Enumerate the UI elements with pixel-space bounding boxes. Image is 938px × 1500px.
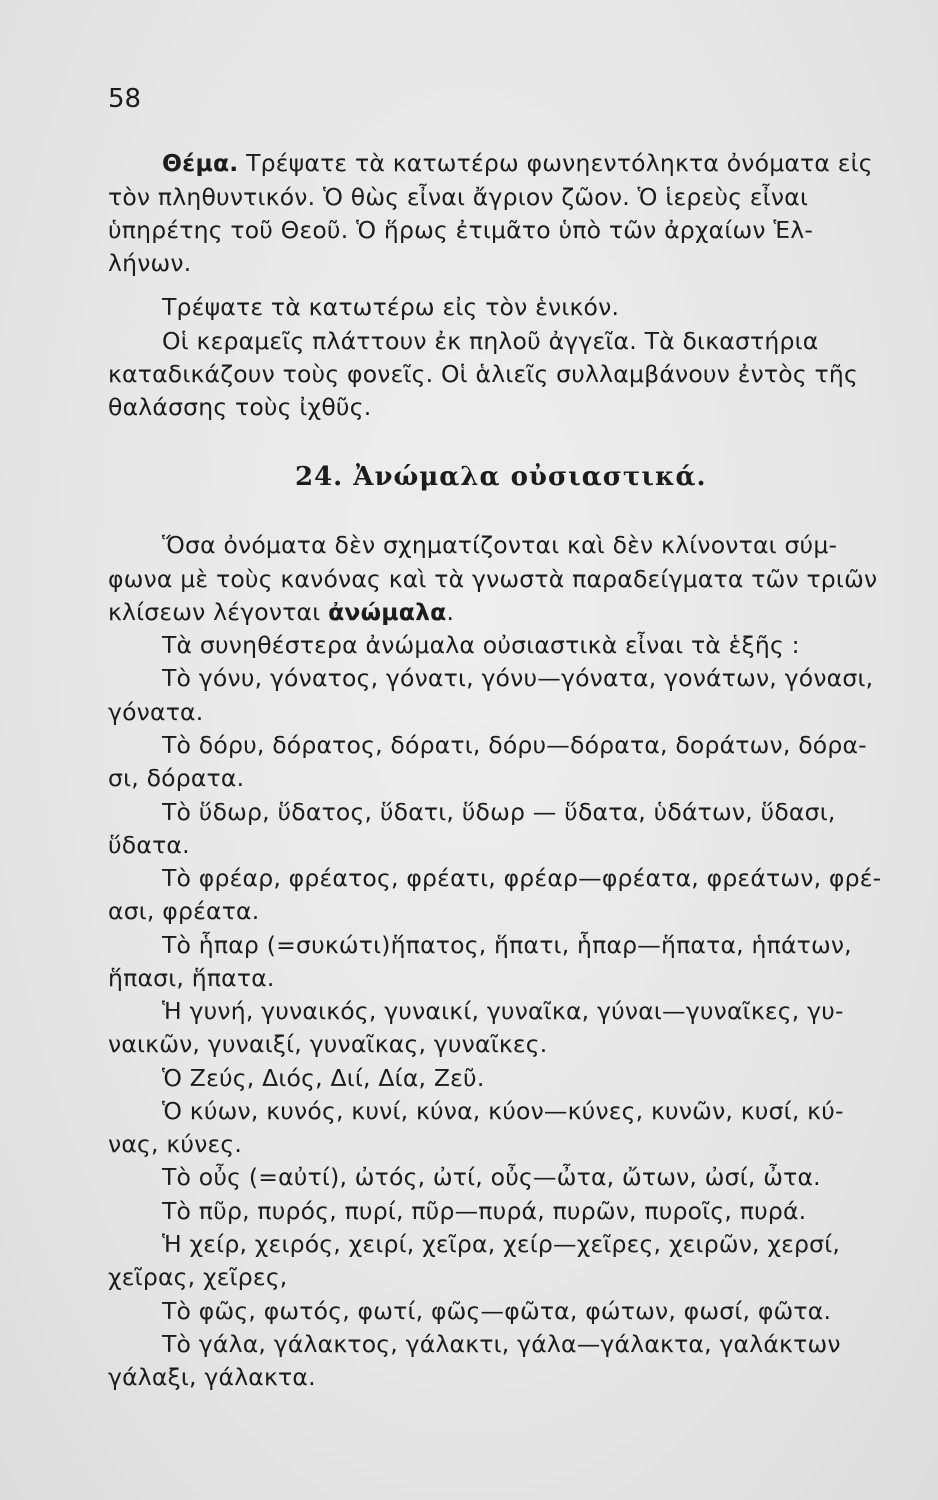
text-line: Τὸ ἧπαρ (=συκώτι)ἥπατος, ἥπατι, ἧπαρ—ἥπατα, ἡπάτων,: [162, 931, 852, 959]
text-line: φωνα μὲ τοὺς κανόνας καὶ τὰ γνωστὰ παραδείγματα τῶν τριῶν: [108, 565, 878, 593]
text-line: καταδικάζουν τοὺς φονεῖς. Οἱ ἁλιεῖς συλλαμβάνουν ἐντὸς τῆς: [108, 360, 858, 388]
text-line: Ἡ γυνή, γυναικός, γυναικί, γυναῖκα, γύναι—γυναῖκες, γυ-: [162, 997, 844, 1025]
text-line: Τὰ συνηθέστερα ἀνώμαλα οὐσιαστικὰ εἶναι τὰ ἑξῆς :: [162, 631, 800, 659]
text-line: Οἱ κεραμεῖς πλάττουν ἐκ πηλοῦ ἀγγεῖα. Τὰ δικαστήρια: [162, 327, 819, 355]
text-line: Ἡ χείρ, χειρός, χειρί, χεῖρα, χείρ—χεῖρες, χειρῶν, χερσί,: [162, 1230, 841, 1258]
text-line: Ὁ κύων, κυνός, κυνί, κύνα, κύον—κύνες, κυνῶν, κυσί, κύ-: [162, 1097, 844, 1125]
term-anomala: ἀνώμαλα: [328, 598, 447, 626]
text-line: Τὸ οὖς (=αὐτί), ὠτός, ὠτί, οὖς—ὦτα, ὤτων, ὠσί, ὦτα.: [162, 1163, 821, 1191]
section-heading: 24. Ἀνώμαλα οὐσιαστικά.: [295, 462, 707, 492]
exercise-line: Θέμα. Τρέψατε τὰ κατωτέρω φωνηεντόληκτα ὀνόματα εἰς: [162, 149, 873, 177]
text-line: Ὁ Ζεύς, Διός, Διί, Δία, Ζεῦ.: [162, 1064, 485, 1092]
text-line: Τὸ γάλα, γάλακτος, γάλακτι, γάλα—γάλακτα, γαλάκτων: [162, 1330, 841, 1358]
text-line: Τὸ φῶς, φωτός, φωτί, φῶς—φῶτα, φώτων, φωσί, φῶτα.: [162, 1297, 832, 1325]
exercise-text: Τρέψατε τὰ κατωτέρω φωνηεντόληκτα ὀνόματα εἰς: [246, 149, 873, 177]
text-line: σι, δόρατα.: [108, 764, 245, 792]
text-line: Τρέψατε τὰ κατωτέρω εἰς τὸν ἑνικόν.: [162, 293, 620, 321]
text-line: Τὸ φρέαρ, φρέατος, φρέατι, φρέαρ—φρέατα, φρεάτων, φρέ-: [162, 864, 882, 892]
text-line: ὕδατα.: [108, 831, 190, 859]
text-line: Ὅσα ὀνόματα δὲν σχηματίζονται καὶ δὲν κλίνονται σύμ-: [162, 531, 838, 559]
page-number: 58: [108, 84, 142, 114]
text-line: θαλάσσης τοὺς ἰχθῦς.: [108, 393, 372, 421]
text-line: Τὸ ὕδωρ, ὕδατος, ὕδατι, ὕδωρ — ὕδατα, ὑδάτων, ὕδασι,: [162, 798, 836, 826]
text-line: ὑπηρέτης τοῦ Θεοῦ. Ὁ ἥρως ἐτιμᾶτο ὑπὸ τῶν ἀρχαίων Ἑλ-: [108, 216, 814, 244]
text-line: λήνων.: [108, 249, 192, 277]
text-line: κλίσεων λέγονται ἀνώμαλα.: [108, 598, 455, 626]
text-line: ασι, φρέατα.: [108, 897, 260, 925]
text-line: Τὸ πῦρ, πυρός, πυρί, πῦρ—πυρά, πυρῶν, πυροῖς, πυρά.: [162, 1197, 807, 1225]
text-line: Τὸ δόρυ, δόρατος, δόρατι, δόρυ—δόρατα, δοράτων, δόρα-: [162, 731, 867, 759]
text-line: ναικῶν, γυναιξί, γυναῖκας, γυναῖκες.: [108, 1030, 548, 1058]
text-line: γάλαξι, γάλακτα.: [108, 1363, 316, 1391]
text-line: χεῖρας, χεῖρες,: [108, 1263, 288, 1291]
text-line: γόνατα.: [108, 698, 204, 726]
text-line: τὸν πληθυντικόν. Ὁ θὼς εἶναι ἄγριον ζῶον. Ὁ ἱερεὺς εἶναι: [108, 183, 809, 211]
text-line: νας, κύνες.: [108, 1130, 243, 1158]
text-line: Τὸ γόνυ, γόνατος, γόνατι, γόνυ—γόνατα, γονάτων, γόνασι,: [162, 664, 874, 692]
text-line: ἥπασι, ἥπατα.: [108, 964, 275, 992]
